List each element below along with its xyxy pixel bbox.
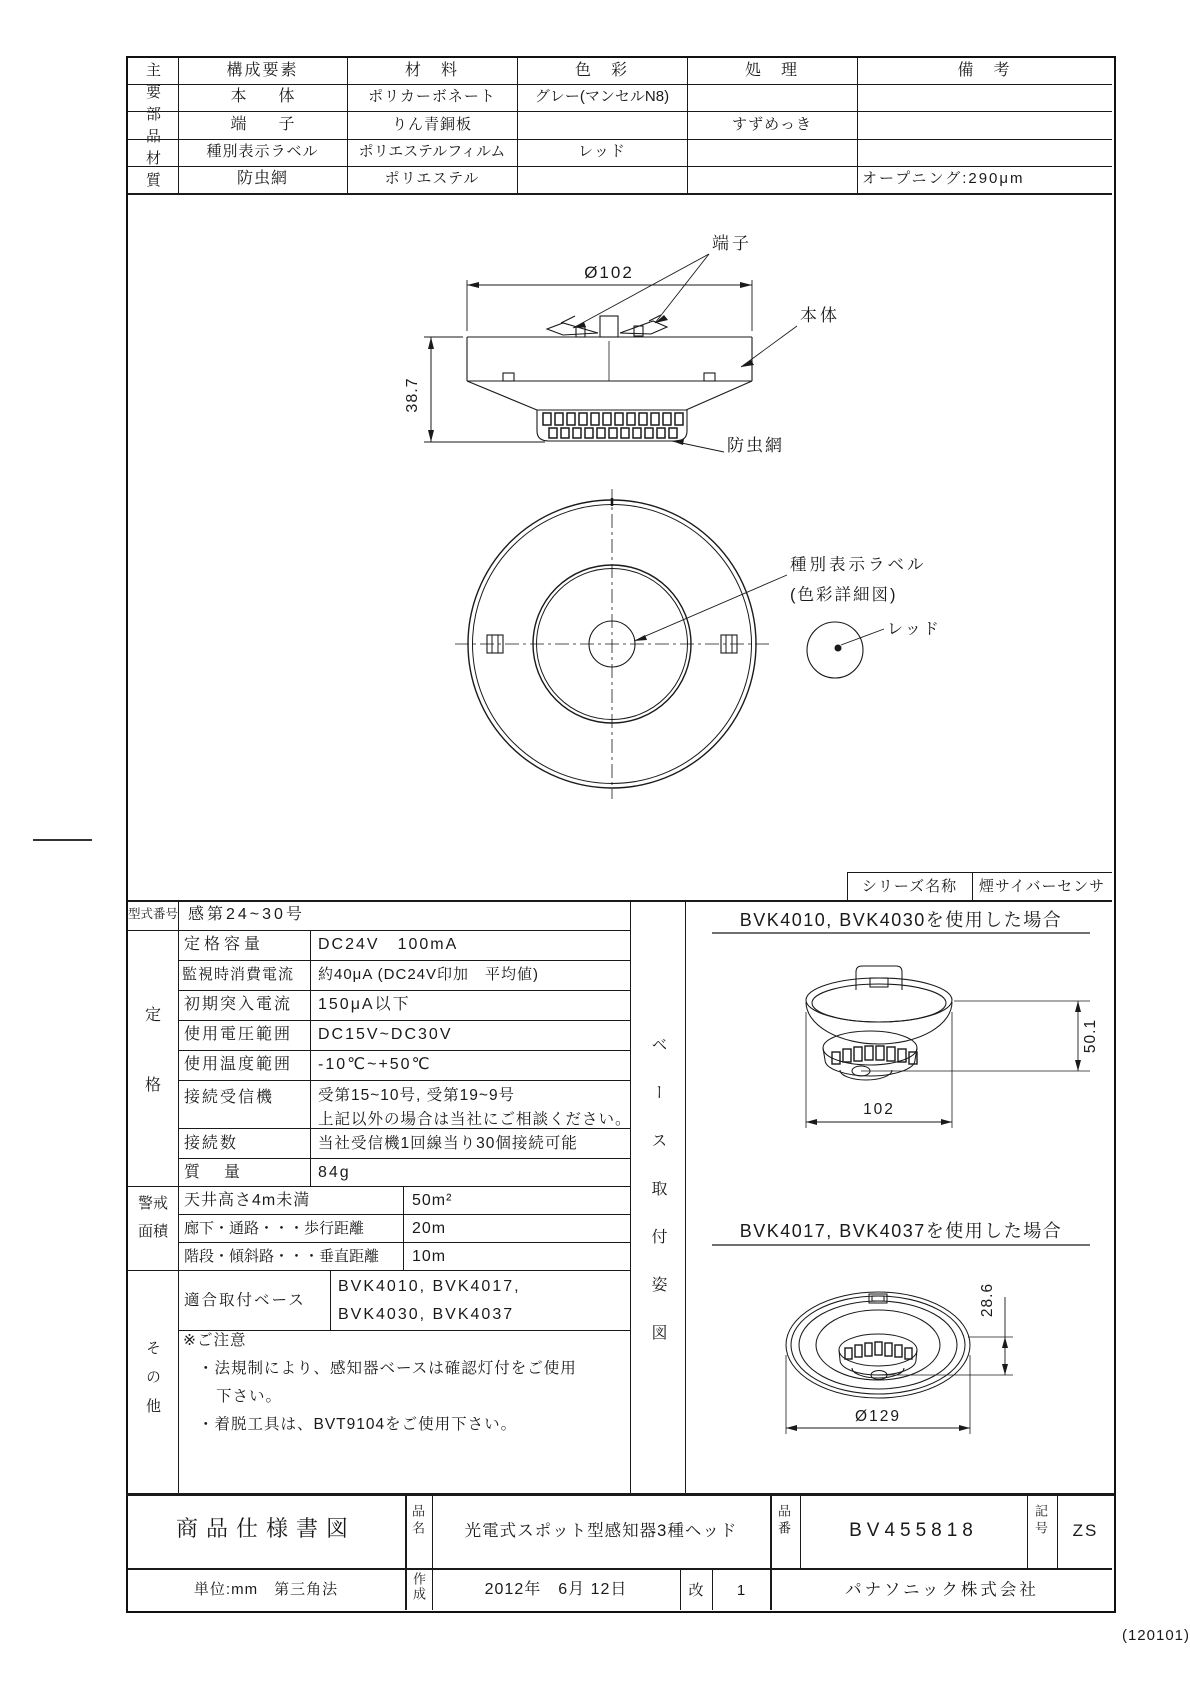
spec-value: DC24V 100mA <box>318 936 459 953</box>
divider <box>128 139 1112 140</box>
column-header: 構成要素 <box>226 62 299 79</box>
leader-insect-net <box>672 436 784 455</box>
svg-text:種別表示ラベル: 種別表示ラベル <box>790 556 927 574</box>
divider <box>178 1158 630 1159</box>
column-header: 材 料 <box>404 62 459 79</box>
column-header: 備 考 <box>957 62 1012 79</box>
table-cell: ポリエステル <box>384 170 480 187</box>
spec-attr: 監視時消費電流 <box>182 966 295 983</box>
divider <box>178 1050 630 1051</box>
created-date: 2012年 6月 12日 <box>484 1581 628 1598</box>
case2 <box>712 1221 1090 1434</box>
svg-text:38.7: 38.7 <box>404 377 421 413</box>
model-number-value: 感第24~30号 <box>188 906 305 923</box>
product-number-value: BV455818 <box>849 1520 978 1541</box>
divider <box>126 1493 1114 1496</box>
spec-value: BVK4030, BVK4037 <box>338 1306 515 1323</box>
spec-attr: 使用温度範囲 <box>184 1056 293 1073</box>
spec-attr: 天井高さ4m未満 <box>184 1192 311 1209</box>
base-mount-diagrams <box>685 900 1115 1493</box>
svg-text:Ø102: Ø102 <box>584 263 634 282</box>
mesh-slots <box>832 1046 917 1064</box>
spec-attr: 使用電圧範囲 <box>184 1026 293 1043</box>
spec-value: 受第15~10号, 受第19~9号 <box>318 1087 516 1104</box>
svg-text:防虫網: 防虫網 <box>727 436 784 455</box>
divider <box>128 930 630 931</box>
table-cell: 種別表示ラベル <box>206 143 319 160</box>
table-cell: 防虫網 <box>236 170 288 187</box>
spec-attr: 定格容量 <box>184 936 265 953</box>
product-name-value: 光電式スポット型感知器3種ヘッド <box>464 1522 738 1540</box>
spec-value: -10℃~+50℃ <box>318 1056 432 1073</box>
spec-attr: 質 量 <box>184 1164 245 1181</box>
model-number-label: 型式番号 <box>128 907 179 921</box>
spec-value: 10m <box>412 1248 447 1265</box>
divider <box>178 990 630 991</box>
case1 <box>712 910 1099 1128</box>
product-number-label: 品番 <box>776 1504 791 1538</box>
spec-attr: 初期突入電流 <box>184 996 293 1013</box>
divider <box>128 166 1112 167</box>
divider <box>178 960 630 961</box>
product-name-label: 品名 <box>410 1504 425 1538</box>
note-line: ※ご注意 <box>183 1332 247 1349</box>
revision-label: 改 <box>688 1582 704 1599</box>
svg-text:50.1: 50.1 <box>1082 1018 1099 1054</box>
dim-case1-height <box>861 1001 1099 1071</box>
rating-group-label: 定 <box>144 1007 161 1024</box>
divider <box>178 1242 630 1243</box>
svg-text:Ø129: Ø129 <box>855 1408 901 1425</box>
spec-attr: 廊下・通路・・・歩行距離 <box>184 1220 365 1237</box>
insect-net <box>537 410 687 441</box>
outline-drawing <box>127 196 1115 866</box>
created-label: 作成 <box>411 1572 426 1602</box>
spec-value: 84g <box>318 1164 351 1181</box>
color-detail-view <box>807 621 941 678</box>
spec-value: BVK4010, BVK4017, <box>338 1278 521 1295</box>
divider <box>178 1080 630 1081</box>
divider <box>128 111 1112 112</box>
margin-tick <box>33 839 92 841</box>
note-line: ・着脱工具は、BVT9104をご使用下さい。 <box>198 1416 518 1433</box>
divider <box>178 1330 630 1331</box>
detector-plan-view <box>455 489 770 799</box>
document-title: 商品仕様書図 <box>175 1516 356 1541</box>
dim-height <box>404 337 545 442</box>
spec-value: 150μA以下 <box>318 996 411 1013</box>
mesh-slots <box>845 1342 912 1359</box>
svg-text:BVK4017, BVK4037を使用した場合: BVK4017, BVK4037を使用した場合 <box>739 1221 1063 1241</box>
divider <box>847 872 1112 873</box>
divider <box>128 193 1112 195</box>
svg-text:102: 102 <box>863 1101 895 1118</box>
symbol-value: ZS <box>1072 1521 1099 1540</box>
revision-value: 1 <box>736 1582 746 1599</box>
revision-note: (120101) <box>1121 1627 1190 1644</box>
spec-value: 50m² <box>412 1192 453 1209</box>
unit-note: 単位:mm 第三角法 <box>193 1581 339 1598</box>
materials-side-label: 主要部品材質 <box>144 62 161 194</box>
divider <box>330 1270 331 1330</box>
divider <box>405 1495 407 1610</box>
table-cell: 本 体 <box>230 88 295 105</box>
divider <box>178 1128 630 1129</box>
dim-case1-width <box>806 1012 952 1128</box>
table-cell: オープニング:290μm <box>862 170 1025 187</box>
spec-value: 20m <box>412 1220 447 1237</box>
table-cell: ポリエステルフィルム <box>358 143 506 160</box>
divider <box>178 900 179 1493</box>
table-cell: ポリカーボネート <box>368 88 496 105</box>
divider <box>128 1568 1112 1570</box>
spec-attr: 適合取付ベース <box>184 1292 306 1309</box>
spec-attr: 接続数 <box>184 1135 239 1152</box>
series-name-label: シリーズ名称 <box>861 878 958 895</box>
spec-value: 上記以外の場合は当社にご相談ください。 <box>318 1111 632 1128</box>
company-name: パナソニック株式会社 <box>845 1581 1039 1599</box>
spec-value: DC15V~DC30V <box>318 1026 453 1043</box>
divider <box>630 900 631 1493</box>
divider <box>128 84 1112 85</box>
svg-text:BVK4010, BVK4030を使用した場合: BVK4010, BVK4030を使用した場合 <box>739 910 1063 930</box>
other-group-label: その他 <box>144 1340 161 1427</box>
svg-text:(色彩詳細図): (色彩詳細図) <box>790 586 898 604</box>
detector-on-base-2 <box>786 1292 970 1398</box>
table-cell: グレー(マンセルN8) <box>534 88 670 105</box>
svg-text:レッド: レッド <box>887 621 941 638</box>
divider <box>310 930 311 1186</box>
note-line: ・法規制により、感知器ベースは確認灯付をご使用 <box>198 1360 577 1377</box>
series-name-value: 煙サイバーセンサ <box>978 878 1106 895</box>
mesh-slots <box>543 413 683 438</box>
spec-attr: 階段・傾斜路・・・垂直距離 <box>184 1248 380 1265</box>
divider <box>128 1270 630 1271</box>
table-cell: りん青銅板 <box>391 116 472 133</box>
divider <box>178 1020 630 1021</box>
symbol-label: 記号 <box>1033 1504 1048 1538</box>
leader-type-label <box>634 555 927 641</box>
detector-side-view <box>467 315 752 441</box>
column-header: 処 理 <box>744 62 799 79</box>
table-cell: すずめっき <box>731 116 812 133</box>
dim-case2-height <box>879 1283 1013 1375</box>
spec-value: 約40μA (DC24V印加 平均値) <box>318 966 540 983</box>
area-group-label: 面積 <box>137 1223 168 1240</box>
divider <box>178 1214 630 1215</box>
svg-text:本体: 本体 <box>800 306 840 325</box>
note-line: 下さい。 <box>216 1388 283 1405</box>
divider <box>128 1186 630 1187</box>
svg-text:端子: 端子 <box>712 234 752 253</box>
detector-on-base-1 <box>806 966 952 1080</box>
base-mount-column-label: ベース取付姿図 <box>649 1036 666 1372</box>
spec-attr: 接続受信機 <box>184 1089 275 1106</box>
table-cell: レッド <box>578 143 626 160</box>
leader-body <box>741 306 840 367</box>
table-cell: 端 子 <box>230 116 295 133</box>
area-group-label: 警戒 <box>137 1195 168 1212</box>
svg-text:28.6: 28.6 <box>979 1282 996 1318</box>
rating-group-label: 格 <box>144 1077 161 1094</box>
spec-value: 当社受信機1回線当り30個接続可能 <box>318 1135 578 1152</box>
divider <box>403 1186 404 1270</box>
dim-diameter <box>467 263 752 331</box>
divider <box>1027 1495 1028 1568</box>
column-header: 色 彩 <box>574 62 629 79</box>
terminal-parts <box>547 315 667 337</box>
